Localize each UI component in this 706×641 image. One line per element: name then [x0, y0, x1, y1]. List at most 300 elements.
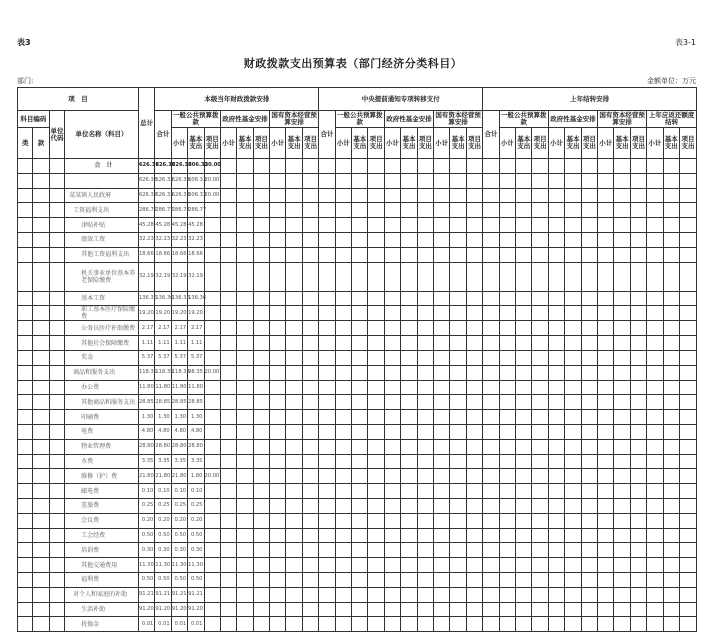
- amount-cell: [548, 513, 564, 528]
- amount-cell: [450, 380, 466, 395]
- amount-cell: [417, 454, 433, 469]
- amount-cell: [220, 572, 236, 587]
- amount-cell: [483, 159, 499, 174]
- amount-cell: [319, 321, 335, 336]
- amount-cell: [434, 380, 450, 395]
- amount-cell: [679, 218, 696, 233]
- amount-cell: [352, 395, 368, 410]
- amount-cell: [565, 159, 581, 174]
- amount-cell: [286, 513, 302, 528]
- lei-cell: [18, 439, 33, 454]
- current-subtotal-cell: 626.33: [171, 159, 187, 174]
- amount-cell: [598, 188, 614, 203]
- current-subtotal-cell: 2.17: [171, 321, 187, 336]
- amount-cell: [614, 498, 630, 513]
- current-project-cell: [204, 558, 220, 573]
- kuan-cell: [33, 617, 49, 632]
- amount-cell: [220, 173, 236, 188]
- amount-cell: [532, 247, 548, 262]
- amount-cell: [286, 365, 302, 380]
- amount-cell: [302, 572, 318, 587]
- unit-name-cell: 机关事业单位基本养老保险缴费: [65, 262, 139, 291]
- amount-cell: [401, 203, 417, 218]
- header-subtotal: 小计: [548, 128, 564, 159]
- header-unit-name: 单位名称（科目）: [65, 111, 139, 159]
- amount-cell: [401, 188, 417, 203]
- current-subtotal-cell: 11.80: [171, 380, 187, 395]
- amount-cell: [663, 291, 679, 306]
- current-basic-cell: 45.28: [188, 218, 204, 233]
- unit-code-cell: [49, 424, 64, 439]
- current-total-cell: 626.33: [155, 188, 171, 203]
- amount-cell: [401, 602, 417, 617]
- amount-cell: [630, 159, 646, 174]
- amount-cell: [630, 336, 646, 351]
- amount-cell: [220, 469, 236, 484]
- table-row: [18, 291, 697, 306]
- amount-cell: [335, 484, 351, 499]
- unit-name-cell: 其他商品和服务支出: [65, 395, 139, 410]
- amount-cell: [302, 321, 318, 336]
- amount-cell: [384, 173, 400, 188]
- lei-cell: [18, 321, 33, 336]
- amount-cell: [335, 350, 351, 365]
- amount-cell: [663, 558, 679, 573]
- amount-cell: [663, 159, 679, 174]
- current-total-cell: 0.30: [155, 543, 171, 558]
- header-central-gov-fund: 政府性基金安排: [384, 111, 433, 128]
- amount-cell: [581, 188, 597, 203]
- amount-cell: [302, 350, 318, 365]
- amount-cell: [516, 558, 532, 573]
- amount-cell: [630, 587, 646, 602]
- amount-cell: [516, 336, 532, 351]
- amount-cell: [483, 602, 499, 617]
- header-current-total: 合计: [155, 111, 171, 159]
- amount-cell: [270, 513, 286, 528]
- amount-cell: [647, 469, 663, 484]
- current-subtotal-cell: 4.80: [171, 424, 187, 439]
- lei-cell: [18, 159, 33, 174]
- amount-cell: [630, 543, 646, 558]
- unit-name-cell: 福利费: [65, 572, 139, 587]
- amount-cell: [548, 617, 564, 632]
- unit-code-cell: [49, 484, 64, 499]
- amount-cell: [532, 203, 548, 218]
- lei-cell: [18, 247, 33, 262]
- kuan-cell: [33, 439, 49, 454]
- table-row: [18, 424, 697, 439]
- amount-cell: [335, 469, 351, 484]
- amount-cell: [466, 498, 482, 513]
- amount-cell: [565, 336, 581, 351]
- department-label: 部门:: [17, 77, 34, 85]
- amount-cell: [679, 173, 696, 188]
- amount-cell: [352, 484, 368, 499]
- amount-cell: [548, 365, 564, 380]
- amount-cell: [220, 306, 236, 321]
- amount-cell: [450, 587, 466, 602]
- amount-cell: [286, 410, 302, 425]
- table-row: [18, 528, 697, 543]
- amount-cell: [499, 410, 515, 425]
- amount-cell: [253, 513, 269, 528]
- amount-cell: [417, 173, 433, 188]
- current-basic-cell: 19.20: [188, 306, 204, 321]
- amount-cell: [302, 380, 318, 395]
- table-row: [18, 262, 697, 291]
- amount-cell: [302, 203, 318, 218]
- amount-cell: [663, 439, 679, 454]
- amount-cell: [335, 336, 351, 351]
- amount-cell: [598, 602, 614, 617]
- amount-cell: [270, 232, 286, 247]
- amount-cell: [630, 380, 646, 395]
- header-basic-expenditure: 基本支出: [565, 128, 581, 159]
- amount-cell: [548, 484, 564, 499]
- amount-cell: [368, 336, 384, 351]
- amount-cell: [270, 439, 286, 454]
- amount-cell: [237, 218, 253, 233]
- amount-cell: [450, 321, 466, 336]
- kuan-cell: [33, 247, 49, 262]
- amount-cell: [368, 543, 384, 558]
- unit-code-cell: [49, 395, 64, 410]
- amount-cell: [499, 159, 515, 174]
- amount-cell: [237, 203, 253, 218]
- amount-cell: [237, 424, 253, 439]
- amount-cell: [253, 336, 269, 351]
- amount-cell: [483, 232, 499, 247]
- header-basic-expenditure: 基本支出: [352, 128, 368, 159]
- amount-cell: [237, 395, 253, 410]
- amount-cell: [434, 484, 450, 499]
- amount-cell: [532, 380, 548, 395]
- amount-cell: [581, 558, 597, 573]
- amount-cell: [630, 218, 646, 233]
- amount-cell: [384, 159, 400, 174]
- amount-cell: [237, 291, 253, 306]
- kuan-cell: [33, 173, 49, 188]
- table-row: [18, 336, 697, 351]
- amount-cell: [401, 572, 417, 587]
- amount-cell: [384, 498, 400, 513]
- amount-cell: [286, 587, 302, 602]
- amount-cell: [335, 587, 351, 602]
- amount-cell: [237, 188, 253, 203]
- amount-cell: [466, 513, 482, 528]
- amount-cell: [335, 498, 351, 513]
- current-basic-cell: 136.36: [188, 291, 204, 306]
- amount-cell: [237, 306, 253, 321]
- amount-cell: [614, 380, 630, 395]
- amount-cell: [565, 528, 581, 543]
- current-project-cell: 20.00: [204, 173, 220, 188]
- amount-cell: [368, 410, 384, 425]
- amount-cell: [466, 528, 482, 543]
- amount-cell: [679, 543, 696, 558]
- amount-cell: [548, 306, 564, 321]
- amount-cell: [417, 469, 433, 484]
- kuan-cell: [33, 159, 49, 174]
- amount-cell: [253, 321, 269, 336]
- amount-cell: [319, 306, 335, 321]
- amount-cell: [302, 602, 318, 617]
- amount-cell: [335, 454, 351, 469]
- kuan-cell: [33, 262, 49, 291]
- amount-cell: [581, 306, 597, 321]
- amount-cell: [614, 232, 630, 247]
- amount-cell: [466, 291, 482, 306]
- amount-cell: [663, 262, 679, 291]
- amount-cell: [466, 247, 482, 262]
- amount-cell: [598, 528, 614, 543]
- table-row: [18, 439, 697, 454]
- amount-cell: [499, 203, 515, 218]
- amount-cell: [499, 602, 515, 617]
- amount-cell: [335, 159, 351, 174]
- header-current-general-budget: 一般公共预算拨款: [173, 111, 219, 126]
- amount-cell: [450, 188, 466, 203]
- current-basic-cell: 1.30: [188, 410, 204, 425]
- amount-cell: [384, 188, 400, 203]
- amount-cell: [647, 484, 663, 499]
- amount-cell: [401, 587, 417, 602]
- amount-cell: [565, 572, 581, 587]
- kuan-cell: [33, 365, 49, 380]
- amount-cell: [630, 188, 646, 203]
- current-project-cell: 20.00: [204, 188, 220, 203]
- amount-cell: [647, 395, 663, 410]
- amount-cell: [679, 484, 696, 499]
- unit-name-cell: 培训费: [65, 543, 139, 558]
- table-row: [18, 350, 697, 365]
- unit-name-cell: 对个人和家庭的补助: [65, 587, 139, 602]
- amount-cell: [434, 173, 450, 188]
- amount-cell: [335, 572, 351, 587]
- header-lei: 类: [18, 128, 33, 159]
- amount-cell: [466, 469, 482, 484]
- header-project-expenditure: 项目支出: [532, 128, 548, 159]
- amount-cell: [565, 350, 581, 365]
- amount-cell: [581, 262, 597, 291]
- current-project-cell: [204, 528, 220, 543]
- current-basic-cell: 18.66: [188, 247, 204, 262]
- amount-cell: [352, 218, 368, 233]
- table-row: [18, 572, 697, 587]
- unit-code-cell: [49, 439, 64, 454]
- current-subtotal-cell: 28.80: [171, 439, 187, 454]
- amount-cell: [581, 617, 597, 632]
- unit-name-cell: 工资福利支出: [65, 203, 139, 218]
- current-project-cell: [204, 306, 220, 321]
- lei-cell: [18, 395, 33, 410]
- amount-cell: [499, 395, 515, 410]
- amount-cell: [532, 232, 548, 247]
- amount-cell: [352, 602, 368, 617]
- amount-cell: [401, 321, 417, 336]
- amount-cell: [679, 306, 696, 321]
- amount-cell: [253, 543, 269, 558]
- amount-cell: [565, 602, 581, 617]
- amount-cell: [401, 306, 417, 321]
- current-project-cell: [204, 336, 220, 351]
- amount-cell: [335, 218, 351, 233]
- amount-cell: [335, 528, 351, 543]
- amount-cell: [548, 602, 564, 617]
- amount-cell: [647, 306, 663, 321]
- amount-cell: [516, 321, 532, 336]
- amount-cell: [647, 188, 663, 203]
- current-project-cell: [204, 513, 220, 528]
- amount-cell: [466, 424, 482, 439]
- kuan-cell: [33, 484, 49, 499]
- amount-cell: [614, 247, 630, 262]
- current-subtotal-cell: 0.20: [171, 513, 187, 528]
- amount-cell: [598, 247, 614, 262]
- amount-cell: [614, 159, 630, 174]
- amount-cell: [679, 410, 696, 425]
- amount-cell: [384, 350, 400, 365]
- grand-total-cell: 0.50: [138, 572, 154, 587]
- amount-cell: [270, 188, 286, 203]
- amount-cell: [352, 321, 368, 336]
- amount-cell: [352, 528, 368, 543]
- amount-cell: [220, 528, 236, 543]
- amount-cell: [384, 232, 400, 247]
- amount-cell: [598, 291, 614, 306]
- unit-name-cell: 其他工资福利支出: [65, 247, 139, 262]
- amount-cell: [548, 439, 564, 454]
- amount-cell: [368, 203, 384, 218]
- amount-cell: [581, 454, 597, 469]
- amount-cell: [647, 365, 663, 380]
- amount-cell: [532, 188, 548, 203]
- amount-cell: [417, 587, 433, 602]
- current-subtotal-cell: 0.01: [171, 617, 187, 632]
- amount-cell: [319, 350, 335, 365]
- amount-cell: [663, 484, 679, 499]
- unit-code-cell: [49, 558, 64, 573]
- grand-total-cell: 18.66: [138, 247, 154, 262]
- amount-cell: [368, 439, 384, 454]
- amount-cell: [319, 484, 335, 499]
- amount-cell: [516, 469, 532, 484]
- amount-cell: [434, 424, 450, 439]
- current-basic-cell: 1.11: [188, 336, 204, 351]
- amount-cell: [548, 188, 564, 203]
- header-carryover-total: 合计: [483, 111, 499, 159]
- amount-cell: [384, 203, 400, 218]
- amount-cell: [434, 439, 450, 454]
- amount-cell: [483, 365, 499, 380]
- amount-cell: [614, 218, 630, 233]
- amount-cell: [647, 336, 663, 351]
- amount-cell: [483, 424, 499, 439]
- amount-cell: [434, 587, 450, 602]
- unit-code-cell: [49, 336, 64, 351]
- amount-cell: [319, 439, 335, 454]
- amount-cell: [401, 159, 417, 174]
- current-total-cell: 626.33: [155, 173, 171, 188]
- amount-cell: [466, 572, 482, 587]
- amount-cell: [663, 365, 679, 380]
- amount-cell: [286, 247, 302, 262]
- amount-cell: [253, 232, 269, 247]
- amount-cell: [237, 528, 253, 543]
- amount-cell: [286, 498, 302, 513]
- amount-cell: [516, 350, 532, 365]
- amount-cell: [647, 321, 663, 336]
- amount-cell: [434, 395, 450, 410]
- amount-cell: [532, 424, 548, 439]
- unit-code-cell: [49, 410, 64, 425]
- amount-cell: [581, 543, 597, 558]
- current-basic-cell: 32.23: [188, 232, 204, 247]
- amount-cell: [253, 306, 269, 321]
- amount-cell: [335, 291, 351, 306]
- amount-cell: [237, 558, 253, 573]
- amount-cell: [352, 410, 368, 425]
- lei-cell: [18, 558, 33, 573]
- amount-cell: [253, 454, 269, 469]
- amount-cell: [253, 528, 269, 543]
- amount-cell: [450, 291, 466, 306]
- amount-cell: [614, 410, 630, 425]
- amount-cell: [368, 306, 384, 321]
- amount-cell: [434, 247, 450, 262]
- amount-cell: [368, 188, 384, 203]
- amount-cell: [352, 262, 368, 291]
- grand-total-cell: 0.01: [138, 617, 154, 632]
- amount-cell: [220, 395, 236, 410]
- current-subtotal-cell: 32.23: [171, 232, 187, 247]
- amount-cell: [565, 469, 581, 484]
- amount-cell: [466, 439, 482, 454]
- unit-code-cell: [49, 528, 64, 543]
- current-total-cell: 91.21: [155, 587, 171, 602]
- lei-cell: [18, 602, 33, 617]
- header-subtotal: 小计: [499, 128, 515, 159]
- header-group-current: 本级当年财政拨款安排: [155, 88, 319, 111]
- amount-cell: [237, 350, 253, 365]
- current-subtotal-cell: 11.30: [171, 558, 187, 573]
- amount-cell: [483, 218, 499, 233]
- amount-cell: [401, 558, 417, 573]
- lei-cell: [18, 498, 33, 513]
- amount-cell: [565, 587, 581, 602]
- amount-cell: [548, 558, 564, 573]
- amount-cell: [286, 350, 302, 365]
- amount-cell: [434, 558, 450, 573]
- unit-code-cell: [49, 617, 64, 632]
- amount-cell: [237, 498, 253, 513]
- amount-cell: [663, 513, 679, 528]
- amount-cell: [679, 424, 696, 439]
- amount-cell: [516, 528, 532, 543]
- amount-cell: [647, 410, 663, 425]
- amount-cell: [532, 350, 548, 365]
- unit-code-cell: [49, 454, 64, 469]
- table-row: [18, 587, 697, 602]
- amount-cell: [466, 380, 482, 395]
- lei-cell: [18, 617, 33, 632]
- amount-cell: [237, 321, 253, 336]
- amount-cell: [548, 159, 564, 174]
- amount-cell: [565, 513, 581, 528]
- amount-cell: [598, 587, 614, 602]
- amount-cell: [319, 587, 335, 602]
